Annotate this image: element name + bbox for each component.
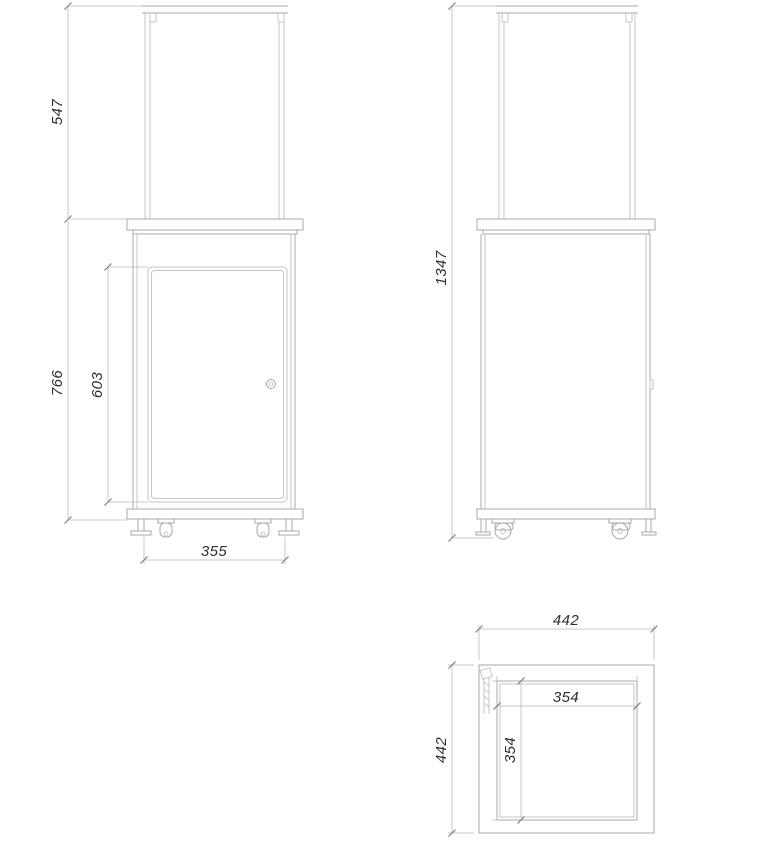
door-front [148,267,287,502]
front-view [49,3,303,565]
dim-label-plan-width: 442 [552,612,580,629]
plan-burner-bracket [480,668,492,714]
dim-door-height [89,264,148,506]
casters-front [158,519,271,537]
casters-side [492,519,631,539]
dim-cabinet-height [49,219,127,524]
dim-feet-width [141,537,289,564]
glass-tube-front [142,6,288,219]
dim-label-cabinet-height: 766 [49,369,66,397]
side-view [433,3,656,542]
base-side [477,509,655,519]
dim-label-plan-inner-width: 354 [552,689,580,706]
dim-label-glass-height: 547 [49,98,66,126]
dim-plan-inner-depth [502,678,525,824]
cabinet-side [477,219,655,509]
dim-plan-width [476,612,658,660]
glass-tube-side [496,6,638,219]
dim-label-overall-height: 1347 [433,250,450,286]
dim-label-plan-inner-depth: 354 [502,736,519,764]
base-front [127,509,303,519]
dim-label-plan-depth: 442 [433,736,450,764]
dim-label-feet-width: 355 [200,543,228,560]
cabinet-front [127,219,303,509]
dim-plan-inner-width [494,689,641,710]
dim-label-door-height: 603 [89,371,106,399]
dim-glass-height [49,3,142,223]
door-latch-side [650,380,653,389]
dim-overall-height [433,3,496,542]
feet-side [476,519,656,535]
door-handle [267,380,276,389]
dim-plan-depth [433,662,474,837]
feet-front [131,519,299,535]
plan-view [433,612,658,837]
